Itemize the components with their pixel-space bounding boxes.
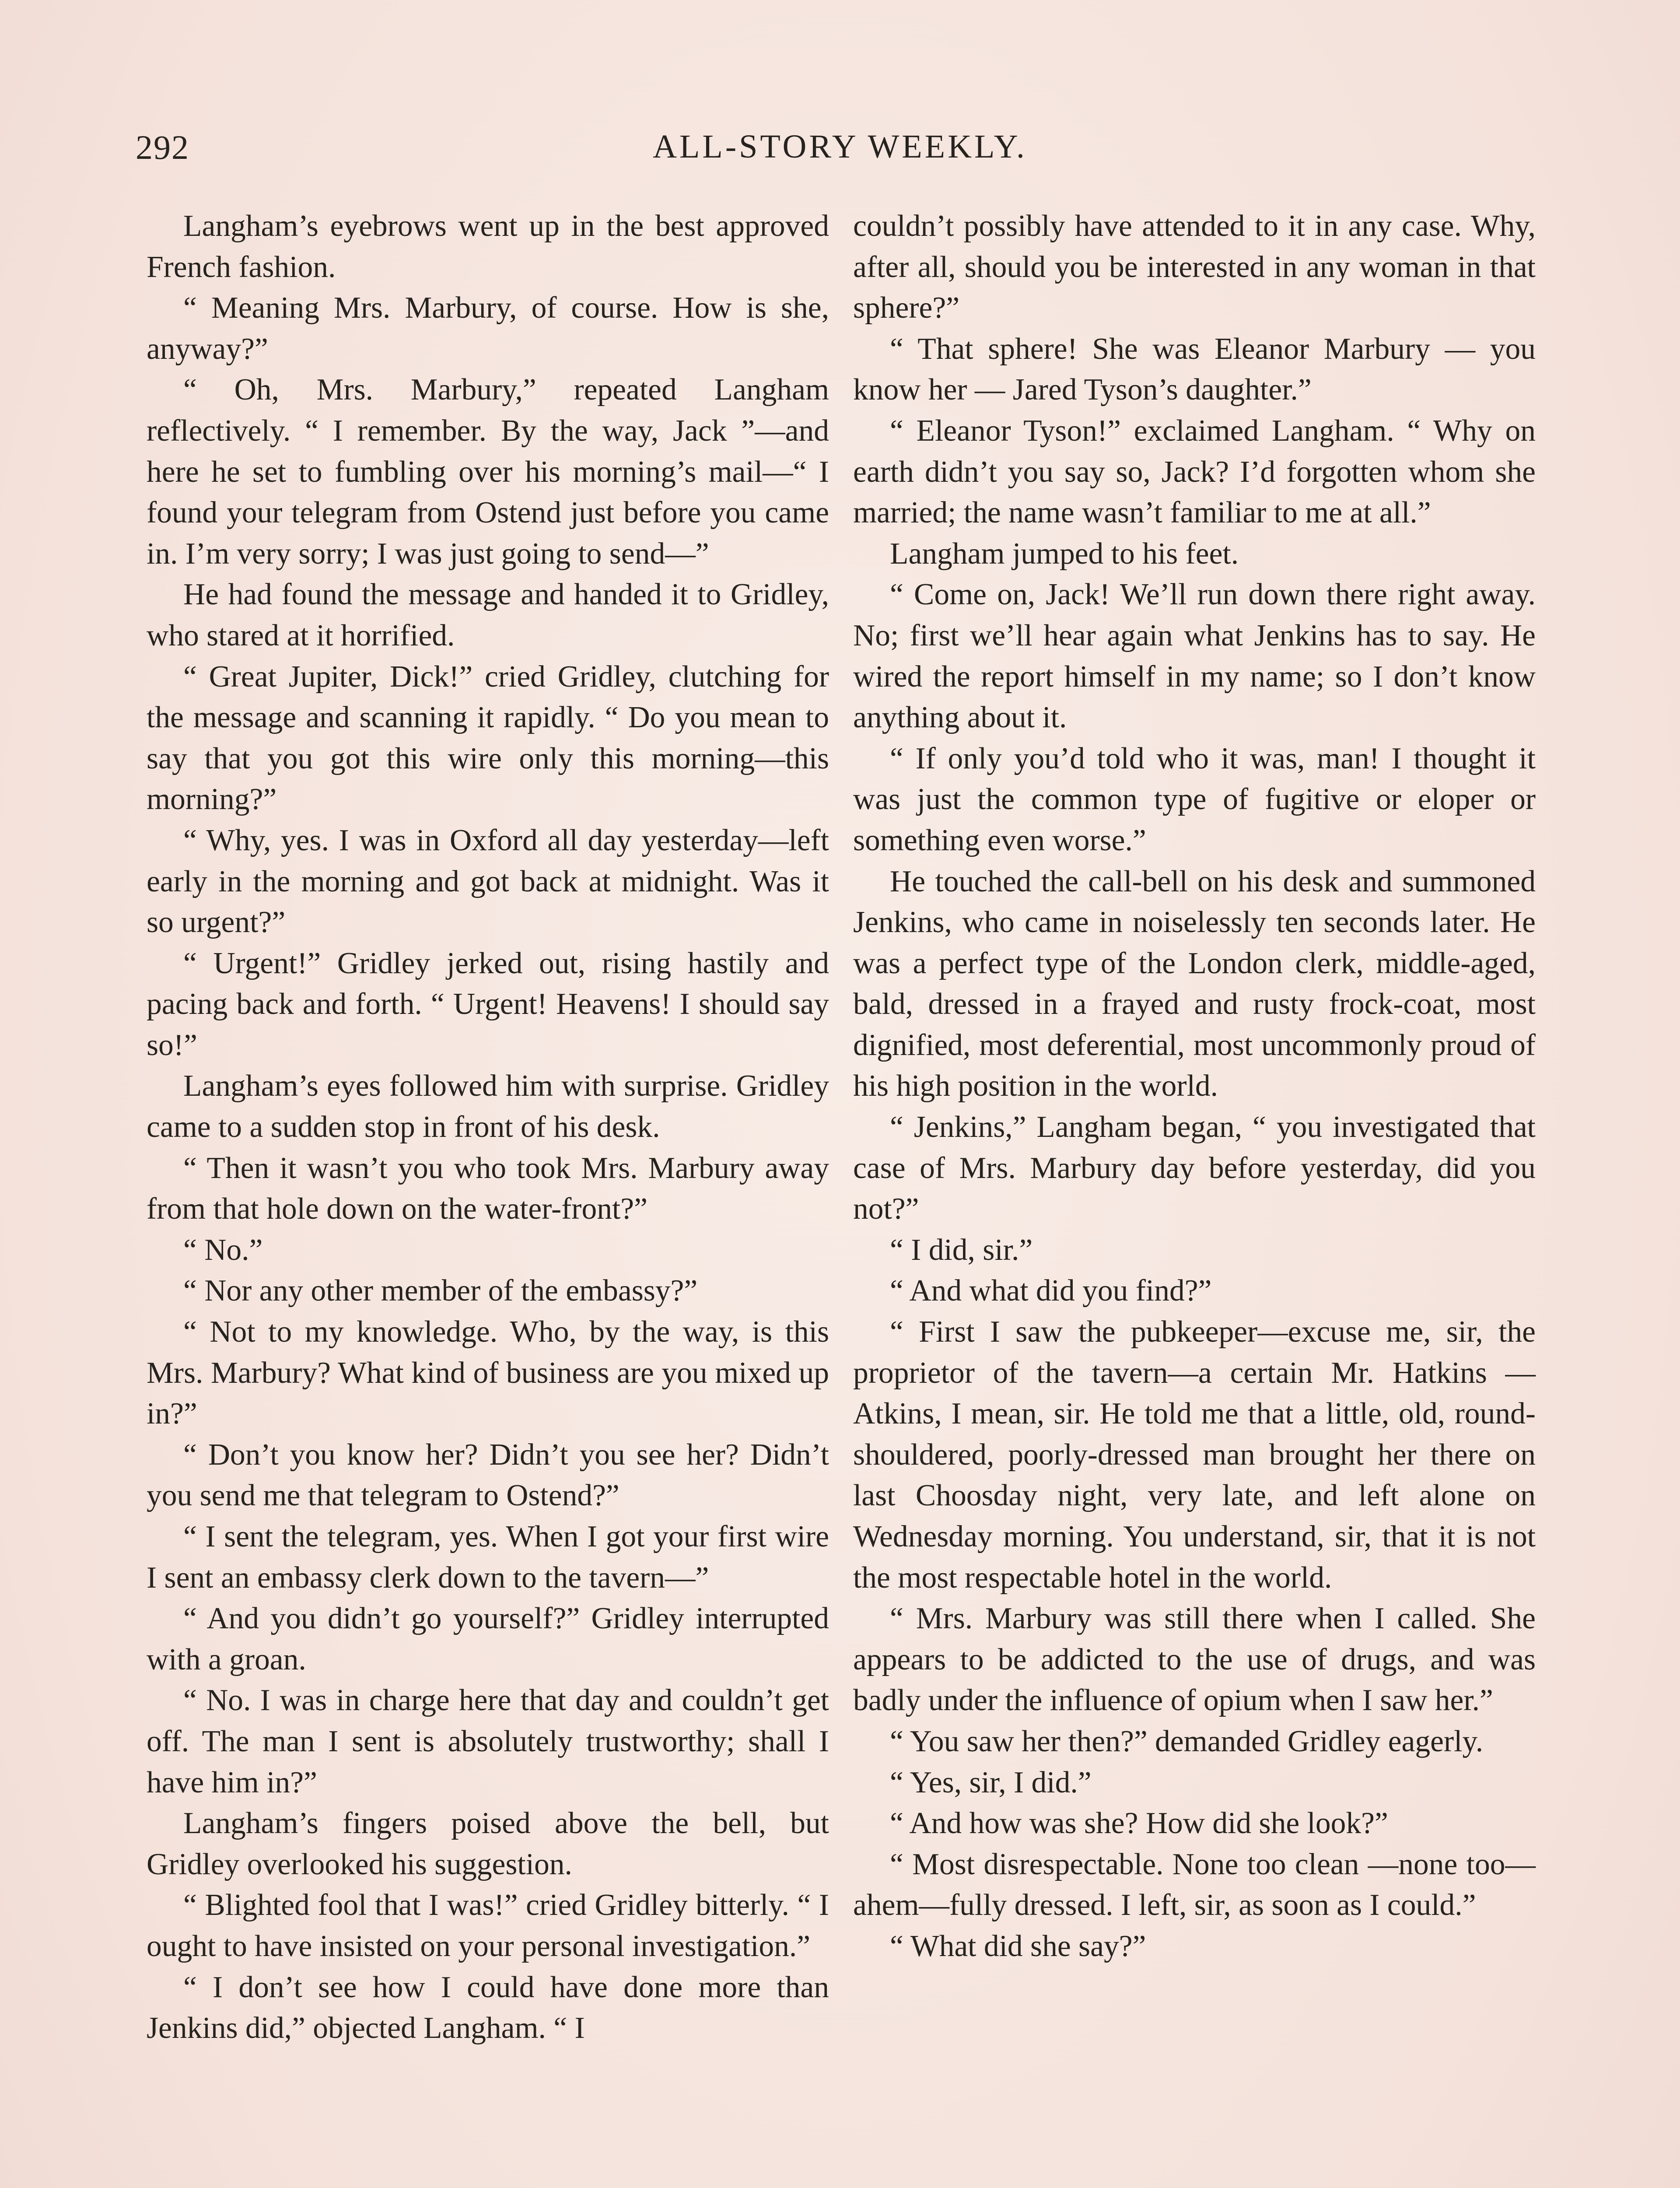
paragraph: Langham’s eyes followed him with surprise. Gridley came to a sudden stop in front of his desk. xyxy=(147,1069,829,1144)
paragraph: “ Meaning Mrs. Marbury, of course. How is she, anyway?” xyxy=(147,291,829,366)
paragraph: “ And you didn’t go yourself?” Gridley interrupted with a groan. xyxy=(147,1602,829,1676)
paragraph: “ Nor any other member of the embassy?” xyxy=(183,1274,698,1308)
page-header xyxy=(136,128,1544,176)
paragraph: “ Blighted fool that I was!” cried Gridley bitterly. “ I ought to have insisted on your personal investigation.” xyxy=(147,1888,829,1963)
paragraph: “ Not to my knowledge. Who, by the way, is this Mrs. Marbury? What kind of business are you mixed up in?” xyxy=(147,1315,829,1431)
paragraph: “ Come on, Jack! We’ll run down there right away. No; first we’ll hear again what Jenkins has to say. He wired the report himself in my name; so I don’t know anything about it. xyxy=(853,578,1536,735)
paragraph: “ That sphere! She was Eleanor Marbury — you know her — Jared Tyson’s daughter.” xyxy=(853,332,1536,407)
paragraph: “ I don’t see how I could have done more than Jenkins did,” objected Langham. “ I xyxy=(147,1970,829,2045)
paragraph: “ Most disrespectable. None too clean —none too—ahem—fully dressed. I left, sir, as soon as I could.” xyxy=(853,1847,1536,1922)
paragraph: couldn’t possibly have attended to it in any case. Why, after all, should you be interested in any woman in that sphere?” xyxy=(853,209,1536,325)
paragraph: Langham jumped to his feet. xyxy=(890,536,1239,571)
paragraph: Langham’s eyebrows went up in the best approved French fashion. xyxy=(147,209,829,284)
right-column xyxy=(853,206,1536,1967)
paragraph: “ And what did you find?” xyxy=(890,1274,1212,1308)
paragraph: Langham’s fingers poised above the bell, but Gridley overlooked his suggestion. xyxy=(147,1806,829,1881)
paragraph: “ No.” xyxy=(183,1233,263,1267)
paragraph: “ Urgent!” Gridley jerked out, rising hastily and pacing back and forth. “ Urgent! Heavens! I should say so!” xyxy=(147,946,829,1062)
paragraph: “ No. I was in charge here that day and couldn’t get off. The man I sent is absolutely trustworthy; shall I have him in?” xyxy=(147,1683,829,1799)
paragraph: “ Why, yes. I was in Oxford all day yesterday—left early in the morning and got back at midnight. Was it so urgent?” xyxy=(147,823,829,940)
paragraph: “ Mrs. Marbury was still there when I called. She appears to be addicted to the use of drugs, and was badly under the influence of opium when I saw her.” xyxy=(853,1602,1536,1718)
paragraph: “ Oh, Mrs. Marbury,” repeated Langham reflectively. “ I remember. By the way, Jack ”—and here he set to fumbling over his morning’s mail—“ I found your telegram from Ostend just before you came in. I’m very sorry; I was just going to send—” xyxy=(147,373,829,571)
paragraph: “ First I saw the pubkeeper—excuse me, sir, the proprietor of the tavern—a certain Mr. Hatkins — Atkins, I mean, sir. He told me that a little, old, round-shouldered, poorly-dressed man brought her there on last Choosday night, very late, and left alone on Wednesday morning. You understand, sir, that it is not the most respectable hotel in the world. xyxy=(853,1315,1536,1595)
paragraph: He had found the message and handed it to Gridley, who stared at it horrified. xyxy=(147,578,829,652)
paragraph: “ Then it wasn’t you who took Mrs. Marbury away from that hole down on the water-front?” xyxy=(147,1151,829,1226)
running-title: ALL-STORY WEEKLY. xyxy=(653,128,1027,165)
paragraph: “ You saw her then?” demanded Gridley eagerly. xyxy=(890,1724,1484,1758)
paragraph: “ I did, sir.” xyxy=(890,1233,1033,1267)
paragraph: He touched the call-bell on his desk and summoned Jenkins, who came in noiselessly ten seconds later. He was a perfect type of the London clerk, middle-aged, bald, dressed in a frayed and rusty frock-coat, most dignified, most deferential, most uncommonly proud of his high position in the world. xyxy=(853,864,1536,1103)
paragraph: “ Great Jupiter, Dick!” cried Gridley, clutching for the message and scanning it rapidly. “ Do you mean to say that you got this wire only this morning—this morning?” xyxy=(147,659,829,817)
left-column xyxy=(147,206,829,2049)
paragraph: “ Jenkins,” Langham began, “ you investigated that case of Mrs. Marbury day before yesterday, did you not?” xyxy=(853,1110,1536,1226)
paragraph: “ Eleanor Tyson!” exclaimed Langham. “ Why on earth didn’t you say so, Jack? I’d forgotten whom she married; the name wasn’t familiar to me at all.” xyxy=(853,414,1536,530)
paragraph: “ Yes, sir, I did.” xyxy=(890,1765,1092,1799)
paragraph: “ I sent the telegram, yes. When I got your first wire I sent an embassy clerk down to the tavern—” xyxy=(147,1520,829,1595)
paragraph: “ What did she say?” xyxy=(890,1929,1146,1963)
paragraph: “ If only you’d told who it was, man! I thought it was just the common type of fugitive or eloper or something even worse.” xyxy=(853,741,1536,857)
paragraph: “ And how was she? How did she look?” xyxy=(890,1806,1388,1841)
paragraph: “ Don’t you know her? Didn’t you see her? Didn’t you send me that telegram to Ostend?” xyxy=(147,1438,829,1513)
page-number: 292 xyxy=(136,128,189,166)
